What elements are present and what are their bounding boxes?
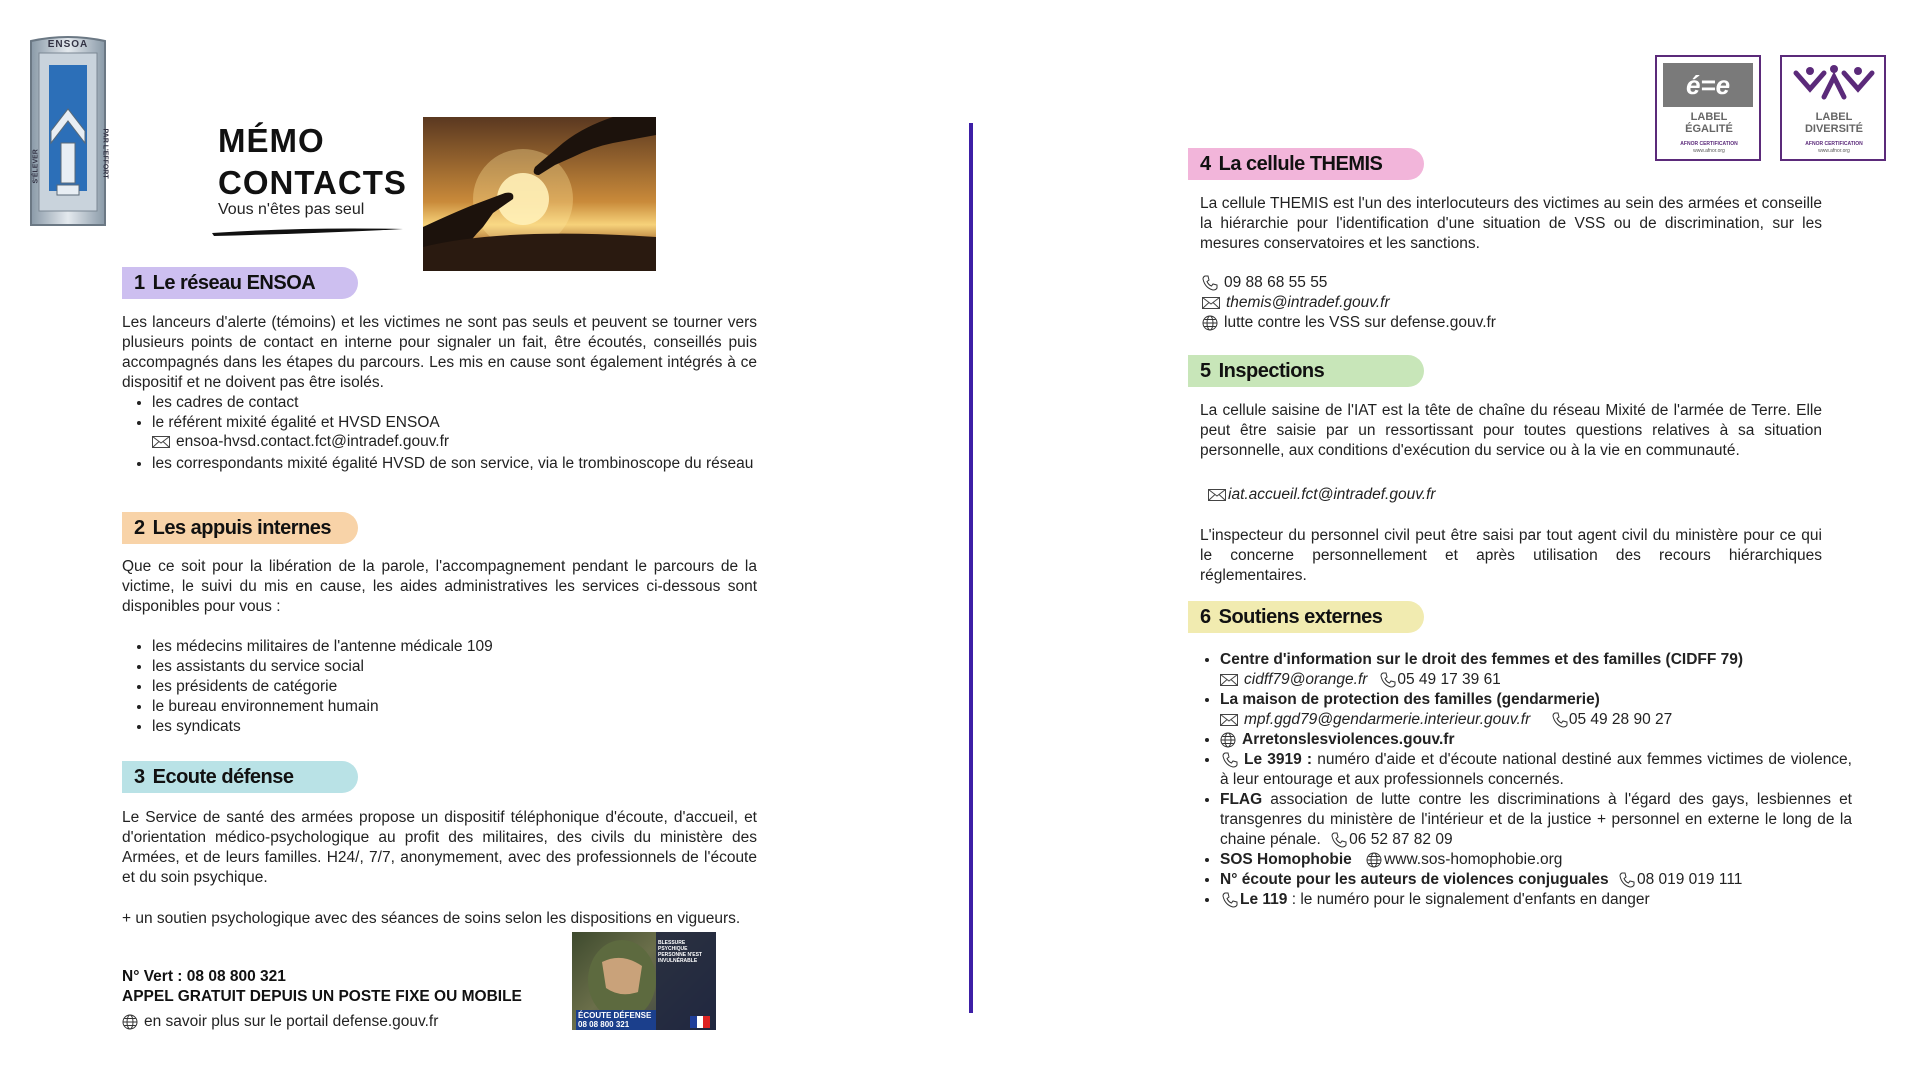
cidff-phone[interactable]: 05 49 17 39 61	[1397, 671, 1501, 688]
list-item-119	[1220, 890, 1852, 910]
themis-email[interactable]: themis@intradef.gouv.fr	[1226, 294, 1390, 311]
section-2-header	[122, 512, 358, 544]
list-item: • les assistants du service social	[152, 657, 782, 677]
section-1-list	[122, 393, 782, 433]
section-1-text: Les lanceurs d'alerte (témoins) et les victimes ne sont pas seuls et peuvent se tourner vers plusieurs points de contact en interne pour signaler un fait, être écoutés, conseillés puis accompagnés dans les étapes du parcours. Les mis en cause sont également intégrés à ce dispositif et ne doivent pas être isolés.	[122, 314, 757, 391]
section-1-title: Le réseau ENSOA	[152, 271, 316, 294]
phone-icon	[1222, 892, 1238, 908]
n119-label[interactable]: Le 119	[1240, 891, 1288, 908]
mail-icon	[152, 436, 170, 448]
section-3-number: 3	[134, 765, 145, 788]
hands-photo	[423, 117, 656, 271]
section-2-text: Que ce soit pour la libération de la parole, l'accompagnement pendant le parcours de la victime, le suivi du mis en cause, les aides administratives les services ci-dessous sont disponibles pour vous :	[122, 558, 757, 615]
section-1-email[interactable]: ensoa-hvsd.contact.fct@intradef.gouv.fr	[176, 433, 450, 450]
section-4-header	[1188, 148, 1424, 180]
phone-icon	[1552, 712, 1568, 728]
logo-name: ENSOA	[47, 39, 89, 50]
section-5-title: Inspections	[1218, 359, 1325, 382]
section-3-text-2: + un soutien psychologique avec des séances de soins selon les dispositions en vigueurs.	[122, 910, 741, 927]
mail-icon	[1202, 297, 1220, 309]
list-item-mpf	[1220, 690, 1852, 730]
memo-subtitle: Vous n'êtes pas seul	[218, 201, 365, 218]
external-support-list	[1190, 650, 1852, 910]
n119-text: : le numéro pour le signalement d'enfants en danger	[1287, 891, 1650, 908]
list-item-flag	[1220, 790, 1852, 850]
section-1-email-row	[152, 433, 449, 451]
ecoute-defense-poster	[572, 932, 716, 1030]
section-3-title: Ecoute défense	[152, 765, 294, 788]
diversite-text: LABEL DIVERSITÉ	[1804, 111, 1864, 135]
egalite-mark-text: é=e	[1685, 70, 1731, 100]
egalite-mark	[1663, 63, 1753, 107]
flag-phone[interactable]: 06 52 87 82 09	[1349, 831, 1453, 848]
section-2-list	[122, 637, 782, 737]
list-item: • les cadres de contact	[152, 393, 782, 413]
phone-icon	[1222, 752, 1238, 768]
defense-link-row	[122, 1013, 438, 1031]
list-item-arret	[1220, 730, 1852, 750]
egalite-site: www.afnor.org	[1693, 148, 1725, 154]
n3919-label[interactable]: Le 3919 :	[1244, 751, 1313, 768]
column-divider	[969, 123, 973, 1013]
memo-title-line2: CONTACTS	[218, 164, 407, 201]
diversite-cert: AFNOR CERTIFICATION	[1805, 141, 1863, 147]
list-item-cidff	[1220, 650, 1852, 690]
cidff-email[interactable]: cidff79@orange.fr	[1244, 671, 1368, 688]
poster-bottom: ÉCOUTE DÉFENSE 08 08 800 321	[576, 1010, 656, 1030]
section-6-number: 6	[1200, 605, 1211, 628]
brush-underline	[210, 225, 405, 237]
section-3-text: Le Service de santé des armées propose un dispositif téléphonique d'écoute, d'accueil, et d'orientation médico-psychologique au profit des militaires, des civils du ministère des Armées, et de leurs familles. H24/, 7/7, anonymement, avec des professionnels de l'écoute et du soin psychique.	[122, 809, 757, 886]
defense-link[interactable]: en savoir plus sur le portail defense.gouv.fr	[144, 1013, 439, 1030]
list-item: • le référent mixité égalité et HVSD ENSOA	[152, 413, 782, 433]
flag-text: association de lutte contre les discriminations à l'égard des gays, lesbiennes et transgenres du ministère de l'intérieur et de la justice + personnel en externe le long de la chaine pénale.	[1220, 791, 1852, 848]
section-2-title: Les appuis internes	[152, 516, 331, 539]
section-5-text: La cellule saisine de l'IAT est la tête de chaîne du réseau Mixité de l'armée de Terre. Elle peut être saisie par un ressortissant pour toutes questions relatives à sa situation personnelle, aux conditions d'exécution du service ou à la vie en communauté.	[1200, 402, 1822, 459]
mail-icon	[1220, 674, 1238, 686]
poster-title: BLESSURE PSYCHIQUE PERSONNE N'EST INVULNÉRABLE	[658, 940, 702, 964]
globe-icon	[1202, 315, 1218, 331]
section-6-header	[1188, 601, 1424, 633]
list-item: • les présidents de catégorie	[152, 677, 782, 697]
section-1-list-2	[122, 454, 782, 474]
section-4-number: 4	[1200, 152, 1211, 175]
logo-motto-right: PAR L'EFFORT	[101, 128, 109, 179]
arret-link[interactable]: Arretonslesviolences.gouv.fr	[1242, 731, 1455, 748]
sos-web[interactable]: www.sos-homophobie.org	[1384, 851, 1563, 868]
label-egalite	[1655, 55, 1761, 161]
themis-email-row	[1202, 294, 1390, 312]
auteurs-label: N° écoute pour les auteurs de violences conjuguales	[1220, 871, 1609, 888]
diversity-people-icon	[1786, 63, 1882, 107]
mpf-email[interactable]: mpf.ggd79@gendarmerie.interieur.gouv.fr	[1244, 711, 1531, 728]
section-2-number: 2	[134, 516, 145, 539]
phone-icon	[1331, 832, 1347, 848]
list-item-3919	[1220, 750, 1852, 790]
section-4-title: La cellule THEMIS	[1218, 152, 1383, 175]
globe-icon	[1366, 852, 1382, 868]
themis-phone[interactable]: 09 88 68 55 55	[1224, 274, 1328, 291]
mpf-phone[interactable]: 05 49 28 90 27	[1568, 711, 1673, 728]
phone-icon	[1202, 275, 1218, 291]
phone-icon	[1619, 872, 1635, 888]
green-number[interactable]: N° Vert : 08 08 800 321	[122, 968, 286, 985]
ensoa-logo	[27, 35, 109, 231]
section-5-text-2: L'inspecteur du personnel civil peut être saisi par tout agent civil du ministère pour ce qui le concerne personnellement et après utilisation des recours hiérarchiques réglementaires.	[1200, 527, 1822, 584]
list-item: • le bureau environnement humain	[152, 697, 782, 717]
themis-phone-row	[1202, 274, 1327, 292]
section-1-header	[122, 267, 358, 299]
iat-email[interactable]: iat.accueil.fct@intradef.gouv.fr	[1228, 486, 1436, 503]
mail-icon	[1220, 714, 1238, 726]
n3919-text: numéro d'aide et d'écoute national destiné aux femmes victimes de violence, à leur entourage et aux professionnels concernés.	[1220, 751, 1852, 788]
mpf-name: La maison de protection des familles (gendarmerie)	[1220, 691, 1600, 708]
list-item-sos	[1220, 850, 1852, 870]
section-5-header	[1188, 355, 1424, 387]
section-4-text: La cellule THEMIS est l'un des interlocuteurs des victimes au sein des armées et conseille la hiérarchie pour l'identification d'une situation de VSS ou de discrimination, sur les mesures conservatoires et les sanctions.	[1200, 195, 1822, 252]
egalite-cert: AFNOR CERTIFICATION	[1680, 141, 1738, 147]
themis-web-link[interactable]: lutte contre les VSS sur defense.gouv.fr	[1224, 314, 1496, 331]
section-3-header	[122, 761, 358, 793]
list-item: • les médecins militaires de l'antenne médicale 109	[152, 637, 782, 657]
free-call-notice: APPEL GRATUIT DEPUIS UN POSTE FIXE OU MOBILE	[122, 988, 522, 1005]
mail-icon	[1208, 489, 1226, 501]
iat-email-row	[1208, 486, 1436, 504]
section-1-number: 1	[134, 271, 145, 294]
themis-web-row	[1202, 314, 1496, 332]
cidff-name: Centre d'information sur le droit des femmes et des familles (CIDFF 79)	[1220, 651, 1744, 668]
list-item: • les syndicats	[152, 717, 782, 737]
egalite-text: LABEL ÉGALITÉ	[1685, 111, 1733, 135]
phone-icon	[1380, 672, 1396, 688]
globe-icon	[122, 1014, 138, 1030]
diversite-site: www.afnor.org	[1818, 148, 1850, 154]
section-5-number: 5	[1200, 359, 1211, 382]
globe-icon	[1220, 732, 1236, 748]
logo-motto-left: S'ÉLEVER	[32, 149, 40, 184]
label-diversite	[1780, 55, 1886, 161]
auteurs-phone[interactable]: 08 019 019 111	[1636, 871, 1743, 888]
memo-title-line1: MÉMO	[218, 122, 325, 159]
sos-label: SOS Homophobie	[1220, 851, 1352, 868]
list-item-auteurs	[1220, 870, 1852, 890]
section-6-title: Soutiens externes	[1218, 605, 1383, 628]
flag-label: FLAG	[1220, 791, 1263, 808]
list-item: • les correspondants mixité égalité HVSD de son service, via le trombinoscope du réseau	[152, 454, 782, 474]
